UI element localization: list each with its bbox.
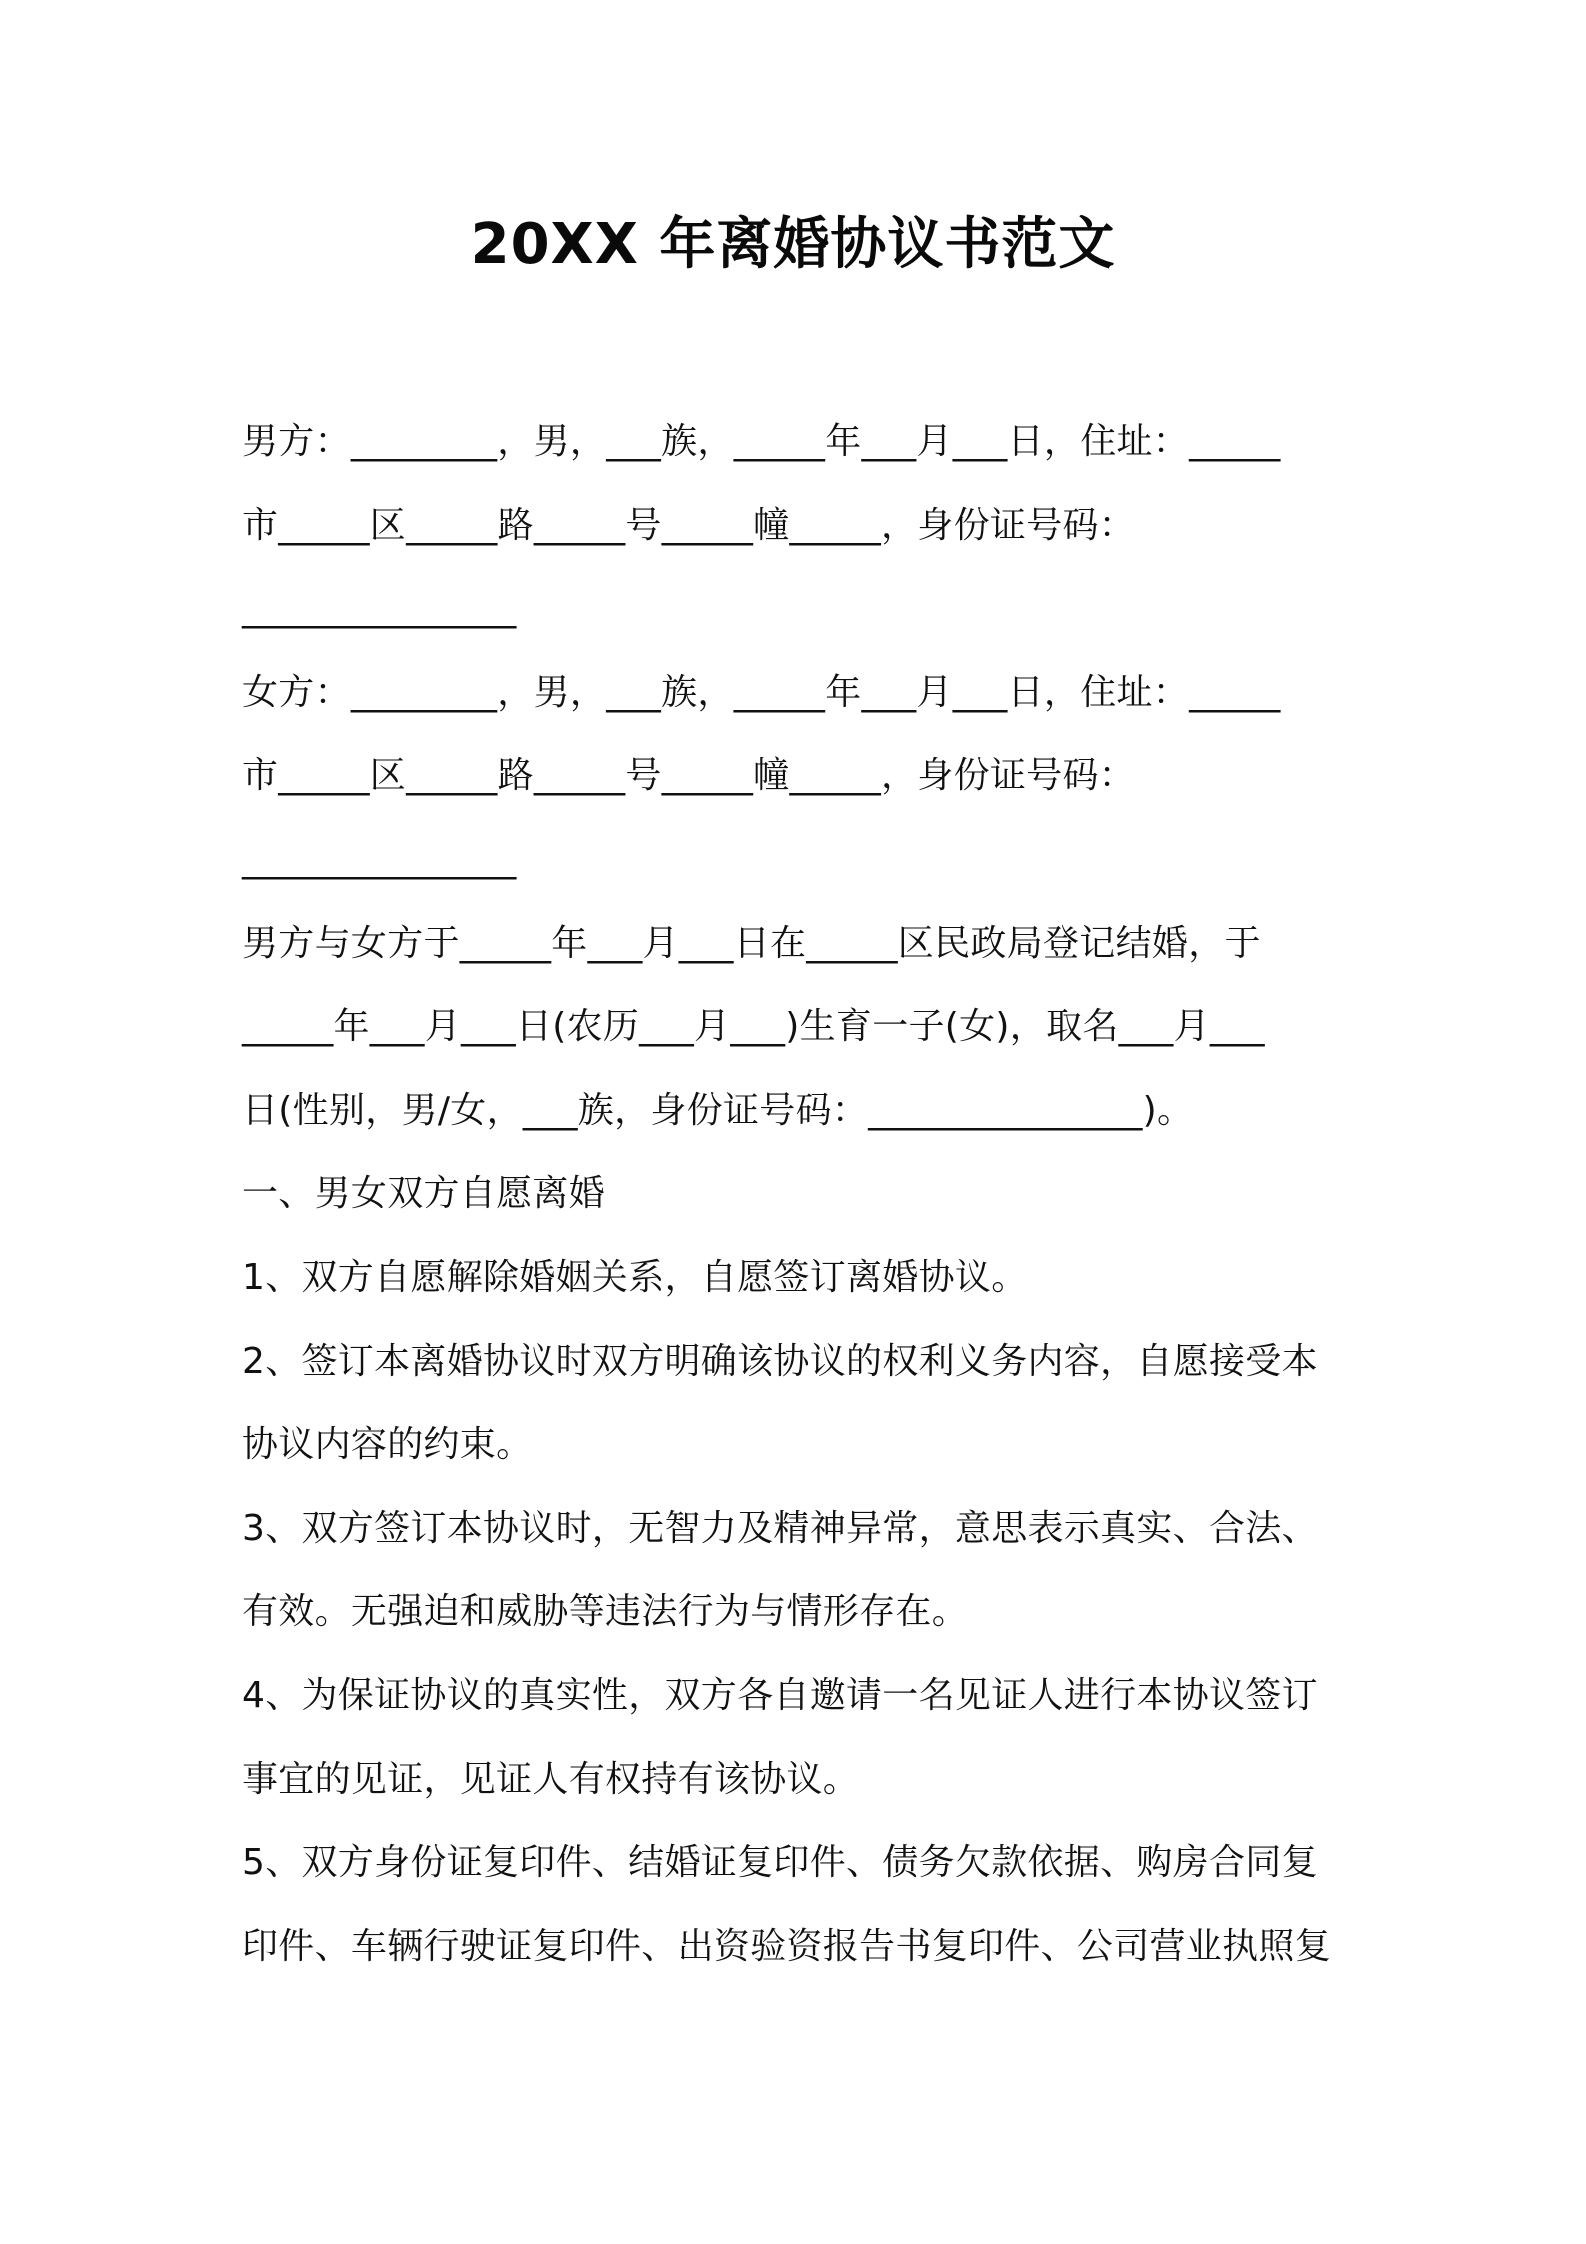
text-line: 男方与女方于_____年___月___日在_____区民政局登记结婚，于 (242, 922, 1261, 964)
text-line: _______________ (242, 838, 517, 880)
text-line: _______________ (242, 588, 517, 630)
clause-line: 4、为保证协议的真实性，双方各自邀请一名见证人进行本协议签订 (242, 1674, 1318, 1716)
clause-line: 印件、车辆行驶证复印件、出资验资报告书复印件、公司营业执照复 (242, 1925, 1332, 1967)
text-line: _____年___月___日(农历___月___)生育一子(女)，取名___月___ (242, 1006, 1265, 1048)
document-title: 20XX 年离婚协议书范文 (470, 212, 1116, 277)
text-line: 日(性别，男/女，___族，身份证号码：_______________)。 (242, 1089, 1194, 1131)
clause-line: 事宜的见证，见证人有权持有该协议。 (242, 1758, 860, 1800)
clause-line: 1、双方自愿解除婚姻关系，自愿签订离婚协议。 (242, 1256, 1028, 1298)
text-line: 男方：________，男，___族，_____年___月___日，住址：_____ (242, 421, 1281, 462)
text-line: 女方：________，男，___族，_____年___月___日，住址：_____ (242, 671, 1281, 713)
clause-line: 2、签订本离婚协议时双方明确该协议的权利义务内容，自愿接受本 (242, 1340, 1318, 1382)
section-heading: 一、男女双方自愿离婚 (242, 1173, 606, 1215)
clause-line: 5、双方身份证复印件、结婚证复印件、债务欠款依据、购房合同复 (242, 1842, 1318, 1884)
text-line: 市_____区_____路_____号_____幢_____，身份证号码： (242, 504, 1136, 546)
clause-line: 协议内容的约束。 (242, 1424, 533, 1466)
clause-line: 有效。无强迫和威胁等违法行为与情形存在。 (242, 1591, 969, 1633)
clause-line: 3、双方签订本协议时，无智力及精神异常，意思表示真实、合法、 (242, 1507, 1318, 1549)
text-line: 市_____区_____路_____号_____幢_____，身份证号码： (242, 755, 1136, 797)
document-body (242, 400, 1352, 1988)
